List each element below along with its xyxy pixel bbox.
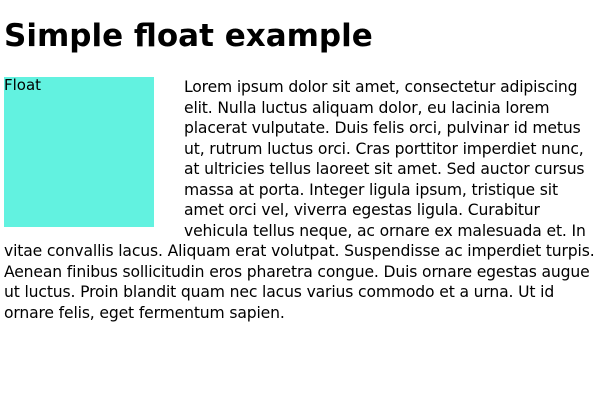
float-box [4, 77, 154, 227]
body-paragraph: Lorem ipsum dolor sit amet, consectetur adipiscing elit. Nulla luctus aliquam dolor, eu lacinia lorem placerat vulputate. Duis felis orci, pulvinar id metus ut, rutrum luctus orci. Cras porttitor imperdiet nunc, at ultricies tellus laoreet sit amet. Sed auctor cursus massa at porta. Integer ligula ipsum, tristique sit amet orci vel, viverra egestas ligula. Curabitur vehicula tellus neque, ac ornare ex malesuada et. In vitae convallis lacus. Aliquam erat volutpat. Suspendisse ac imperdiet turpis. Aenean finibus sollicitudin eros pharetra congue. Duis ornare egestas augue ut luctus. Proin blandit quam nec lacus varius commodo et a urna. Ut id ornare felis, eget fermentum sapien. [4, 78, 595, 322]
float-box-label: Float [4, 76, 42, 95]
page [0, 18, 602, 411]
page-heading: Simple float example [4, 18, 373, 54]
